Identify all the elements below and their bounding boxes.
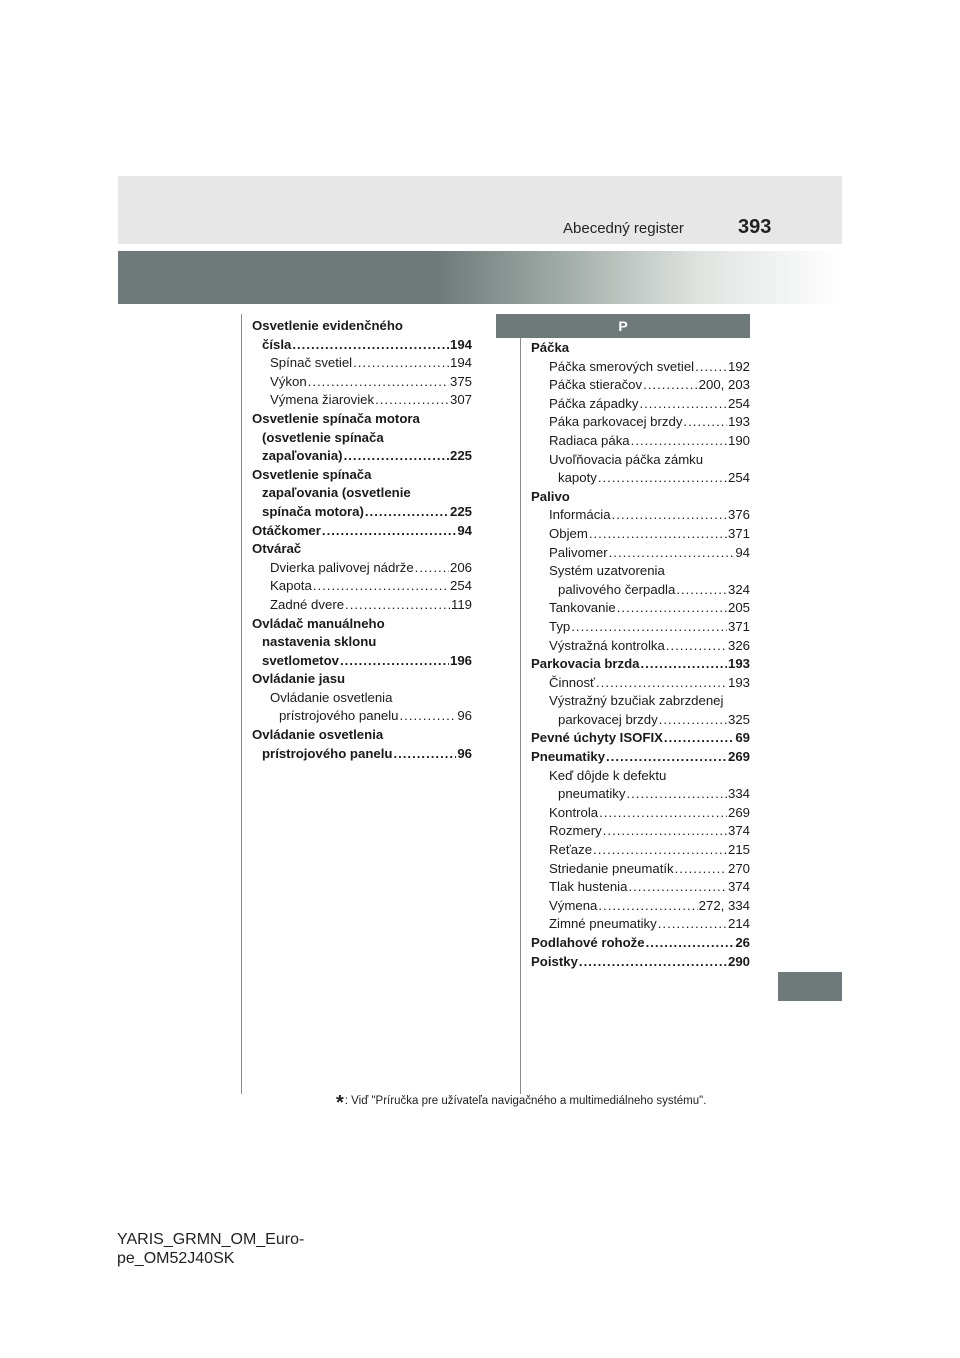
index-entry-page: 254: [449, 578, 472, 594]
leader-dots: [631, 432, 727, 451]
index-entry-term: čísla: [262, 336, 292, 352]
index-entry-page: 119: [450, 596, 472, 612]
index-entry-term: Zadné dvere: [270, 596, 345, 612]
footnote: [336, 1092, 706, 1115]
index-entry-term: Výstražná kontrolka: [549, 637, 665, 653]
index-entry-term: Dvierka palivovej nádrže: [270, 559, 414, 575]
index-entry-term: Osvetlenie evidenčného: [252, 318, 403, 333]
index-entry-term: Kontrola: [549, 804, 599, 820]
column-divider-middle: [520, 314, 521, 1094]
leader-dots: [308, 373, 449, 392]
leader-dots: [579, 953, 727, 972]
index-entry-term: Činnosť: [549, 674, 595, 690]
index-entry-page: 307: [449, 392, 472, 408]
leader-dots: [606, 748, 727, 767]
index-entry-page: 371: [727, 525, 750, 541]
leader-dots: [626, 785, 727, 804]
index-entry: [252, 707, 472, 726]
index-entry: [252, 466, 472, 485]
index-entry-term: Ovládanie jasu: [252, 671, 346, 687]
leader-dots: [353, 354, 449, 373]
index-entry-page: 190: [727, 432, 750, 448]
index-entry: [531, 711, 750, 730]
index-entry-term: Pevné úchyty ISOFIX: [531, 730, 663, 746]
index-entry-page: 193: [727, 674, 750, 690]
leader-dots: [695, 358, 727, 377]
index-entry: [531, 692, 750, 711]
index-entry: [531, 544, 750, 563]
index-entry: [531, 562, 750, 581]
index-entry-page: 94: [735, 544, 750, 560]
index-entry-page: 324: [727, 581, 750, 597]
index-entry-term: Výmena žiaroviek: [270, 392, 375, 408]
index-entry-term: parkovacej brzdy: [558, 711, 658, 727]
leader-dots: [365, 503, 449, 522]
index-entry-term: Poistky: [531, 953, 578, 969]
index-entry-page: 272, 334: [698, 897, 750, 913]
index-entry: [252, 745, 472, 764]
index-entry: [252, 447, 472, 466]
index-entry-page: 374: [727, 879, 750, 895]
index-entry-page: 269: [727, 749, 750, 765]
index-entry-page: 194: [449, 336, 472, 352]
index-entry: [252, 726, 472, 745]
leader-dots: [609, 544, 735, 563]
index-entry: [252, 373, 472, 392]
index-entry: [252, 559, 472, 578]
index-entry-page: 254: [727, 395, 750, 411]
index-entry: [531, 860, 750, 879]
index-entry: [531, 618, 750, 637]
leader-dots: [676, 581, 727, 600]
index-entry-term: Parkovacia brzda: [531, 656, 640, 672]
leader-dots: [643, 376, 698, 395]
index-entry: [531, 413, 750, 432]
index-entry-page: 376: [727, 507, 750, 523]
index-entry-term: Palivo: [531, 488, 570, 504]
index-entry-term: Pneumatiky: [531, 749, 606, 765]
index-entry-term: Osvetlenie spínača motora: [252, 410, 420, 426]
index-entry: [252, 522, 472, 541]
index-entry: [531, 432, 750, 451]
index-entry-term: Spínač svetiel: [270, 355, 353, 371]
index-entry-page: 214: [727, 916, 750, 932]
leader-dots: [659, 711, 727, 730]
index-entry-term: Ovládanie osvetlenia: [270, 689, 393, 705]
leader-dots: [344, 447, 449, 466]
index-entry-page: 254: [727, 470, 750, 486]
index-entry: [252, 429, 472, 448]
index-entry-term: Osvetlenie spínača: [252, 466, 372, 482]
index-entry-term: Páka parkovacej brzdy: [549, 414, 683, 430]
index-entry-term: spínača motora): [262, 503, 364, 519]
index-entry-term: Objem: [549, 525, 588, 541]
index-entry: [252, 540, 472, 559]
index-entry-page: 334: [727, 786, 750, 802]
leader-dots: [639, 395, 727, 414]
index-entry-page: 193: [727, 656, 750, 672]
index-entry-term: Striedanie pneumatík: [549, 860, 674, 876]
index-entry: [531, 822, 750, 841]
index-entry-page: 26: [735, 935, 750, 950]
index-entry-term: svetlometov: [262, 652, 339, 668]
index-entry: [531, 581, 750, 600]
index-entry-page: 96: [457, 708, 472, 724]
index-entry-page: 270: [727, 860, 750, 876]
leader-dots: [292, 336, 449, 355]
index-entry: [252, 317, 472, 336]
leader-dots: [322, 522, 456, 541]
index-entry-term: zapaľovania (osvetlenie: [262, 485, 411, 501]
index-entry-term: Keď dôjde k defektu: [549, 767, 667, 783]
index-entry-term: (osvetlenie spínača: [262, 429, 384, 445]
index-entry-term: Ovládač manuálneho: [252, 615, 385, 631]
index-entry: [531, 897, 750, 916]
index-entry: [531, 376, 750, 395]
leader-dots: [664, 729, 734, 748]
document-id: [117, 1230, 304, 1268]
column-divider-left: [241, 314, 242, 1094]
index-entry-term: Radiaca páka: [549, 432, 630, 448]
index-column-right: [531, 339, 750, 971]
index-entry-page: 371: [727, 618, 750, 634]
index-entry-term: Podlahové rohože: [531, 935, 645, 950]
index-entry-term: nastavenia sklonu: [262, 634, 377, 650]
index-entry-term: Typ: [549, 618, 571, 634]
index-entry-page: 96: [457, 745, 472, 761]
index-entry-page: 205: [727, 600, 750, 616]
index-entry: [252, 670, 472, 689]
index-entry: [531, 469, 750, 488]
index-entry-term: Uvoľňovacia páčka zámku: [549, 451, 704, 467]
index-entry-page: 290: [727, 953, 750, 969]
index-entry: [531, 748, 750, 767]
index-entry-term: prístrojového panelu: [279, 708, 399, 724]
leader-dots: [340, 652, 449, 671]
leader-dots: [345, 596, 450, 615]
page-title: Abecedný register: [563, 220, 684, 237]
leader-dots: [598, 469, 727, 488]
index-entry: [252, 336, 472, 355]
index-entry-term: Palivomer: [549, 544, 608, 560]
index-entry: [531, 506, 750, 525]
index-entry-page: 200, 203: [698, 377, 750, 393]
index-entry: [531, 395, 750, 414]
index-entry: [252, 391, 472, 410]
index-entry-term: Zimné pneumatiky: [549, 916, 657, 932]
index-entry-page: 375: [449, 373, 472, 389]
index-entry: [531, 599, 750, 618]
index-entry-page: 325: [727, 711, 750, 727]
index-entry: [531, 767, 750, 786]
index-entry-term: Páčka: [531, 340, 570, 355]
leader-dots: [612, 506, 727, 525]
index-entry-page: 69: [735, 730, 750, 746]
index-entry-term: zapaľovania): [262, 448, 343, 464]
index-entry: [531, 785, 750, 804]
index-entry: [252, 354, 472, 373]
leader-dots: [641, 655, 727, 674]
leader-dots: [415, 559, 449, 578]
index-entry-term: Tlak hustenia: [549, 879, 628, 895]
index-entry: [252, 652, 472, 671]
index-entry: [531, 655, 750, 674]
chapter-tab: [778, 972, 842, 1001]
index-entry-page: 269: [727, 804, 750, 820]
index-entry-page: 196: [449, 652, 472, 668]
index-entry: [531, 674, 750, 693]
index-entry: [252, 503, 472, 522]
index-entry: [531, 488, 750, 507]
index-entry-term: Páčka stieračov: [549, 377, 643, 393]
index-entry-term: Výkon: [270, 373, 307, 389]
index-entry-term: Systém uzatvorenia: [549, 563, 665, 579]
section-letter-bar: P: [496, 314, 750, 338]
index-entry-page: 225: [449, 448, 472, 464]
index-entry-page: 94: [457, 522, 472, 538]
index-entry: [531, 729, 750, 748]
index-entry: [531, 804, 750, 823]
index-entry: [531, 358, 750, 377]
index-entry: [252, 484, 472, 503]
index-entry-term: Otvárač: [252, 541, 302, 557]
page-number: 393: [738, 216, 772, 238]
index-entry-term: Tankovanie: [549, 600, 616, 616]
footnote-text: : Viď "Príručka pre užívateľa navigačného a multimediálneho systému".: [344, 1095, 707, 1107]
index-entry: [531, 953, 750, 972]
document-id-line1: YARIS_GRMN_OM_Euro-: [117, 1231, 305, 1248]
index-entry-term: Kapota: [270, 578, 312, 594]
index-entry-term: Ovládanie osvetlenia: [252, 727, 384, 743]
index-entry: [531, 878, 750, 897]
leader-dots: [683, 413, 727, 432]
index-entry-term: Výstražný bzučiak zabrzdenej: [549, 693, 724, 709]
index-entry-term: Rozmery: [549, 823, 602, 839]
index-entry-page: 225: [449, 503, 472, 519]
leader-dots: [589, 525, 727, 544]
index-entry: [531, 915, 750, 934]
index-entry: [252, 410, 472, 429]
footnote-mark: *: [336, 1092, 344, 1114]
index-entry-term: Páčka západky: [549, 395, 639, 411]
leader-dots: [658, 915, 727, 934]
index-entry: [531, 451, 750, 470]
index-entry-term: palivového čerpadla: [558, 581, 676, 597]
leader-dots: [393, 745, 456, 764]
index-entry: [252, 577, 472, 596]
leader-dots: [675, 860, 727, 879]
index-entry-page: 374: [727, 823, 750, 839]
header-band: [118, 176, 842, 244]
index-entry-page: 206: [449, 559, 472, 575]
index-column-left: [252, 317, 472, 763]
index-entry: [252, 596, 472, 615]
index-entry: [531, 339, 750, 358]
leader-dots: [666, 637, 727, 656]
index-entry-term: Reťaze: [549, 842, 593, 858]
index-entry: [252, 615, 472, 634]
document-id-line2: pe_OM52J40SK: [117, 1250, 235, 1267]
leader-dots: [598, 897, 697, 916]
index-entry-page: 215: [727, 842, 750, 858]
leader-dots: [571, 618, 727, 637]
leader-dots: [375, 391, 449, 410]
index-entry-term: Otáčkomer: [252, 522, 321, 538]
leader-dots: [596, 674, 727, 693]
index-entry: [531, 841, 750, 860]
index-entry: [531, 637, 750, 656]
index-entry-page: 194: [449, 355, 472, 371]
index-entry-term: Výmena: [549, 897, 598, 913]
index-entry: [531, 934, 750, 953]
index-entry-page: 326: [727, 637, 750, 653]
index-entry-term: pneumatiky: [558, 786, 626, 802]
leader-dots: [599, 804, 727, 823]
index-entry: [252, 689, 472, 708]
decorative-gradient-band: [118, 251, 842, 304]
leader-dots: [603, 822, 727, 841]
index-entry: [252, 633, 472, 652]
leader-dots: [400, 707, 457, 726]
index-entry: [531, 525, 750, 544]
index-entry-term: Informácia: [549, 507, 611, 523]
index-entry-term: Páčka smerových svetiel: [549, 358, 695, 374]
leader-dots: [313, 577, 449, 596]
leader-dots: [646, 934, 735, 953]
index-entry-page: 193: [727, 414, 750, 430]
leader-dots: [593, 841, 727, 860]
index-entry-term: kapoty: [558, 470, 597, 486]
leader-dots: [628, 878, 727, 897]
leader-dots: [617, 599, 727, 618]
index-entry-term: prístrojového panelu: [262, 745, 393, 761]
index-entry-page: 192: [727, 358, 750, 374]
